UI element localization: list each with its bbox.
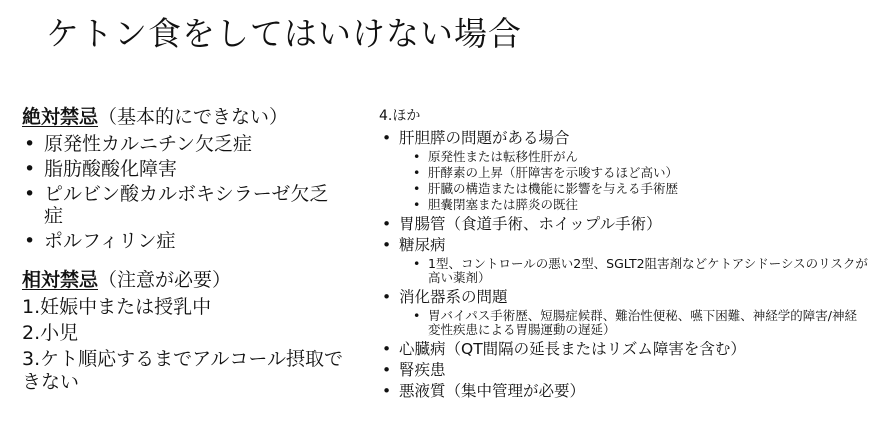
right-column	[379, 106, 879, 402]
section-hepatobiliary: • 肝胆膵の問題がある場合	[379, 128, 879, 148]
section-cachexia: • 悪液質（集中管理が必要）	[379, 381, 879, 401]
sub-item: • 原発性または転移性肝がん	[379, 150, 879, 164]
list-item: 3.ケト順応するまでアルコール摂取できない	[22, 348, 343, 393]
other-heading: 4.ほか	[379, 108, 421, 124]
sub-item: • 胃バイパス手術歴、短腸症候群、難治性便秘、嚥下困難、神経学的障害/神経変性疾患による胃腸運動の遅延）	[379, 309, 868, 337]
absolute-contraindication-note: （基本的にできない）	[98, 106, 289, 128]
list-item: • 原発性カルニチン欠乏症	[22, 133, 362, 155]
relative-contraindication-label: 相対禁忌	[22, 269, 99, 291]
absolute-contraindication-list	[22, 133, 362, 252]
sub-item: • 1型、コントロールの悪い2型、SGLT2阻害剤などケトアシドーシスのリスクが高い薬剤）	[379, 257, 868, 285]
list-item: 1.妊娠中または授乳中	[22, 296, 212, 318]
list-item: • ピルビン酸カルボキシラーゼ欠乏症	[22, 183, 344, 227]
list-item: • 脂肪酸酸化障害	[22, 158, 362, 180]
relative-contraindication-note: （注意が必要）	[98, 269, 232, 291]
section-gi-tract: • 胃腸管（食道手術、ホイップル手術）	[379, 214, 879, 234]
section-heart: • 心臓病（QT間隔の延長またはリズム障害を含む）	[379, 339, 879, 359]
section-digestive: • 消化器系の問題	[379, 287, 879, 307]
slide-title: ケトン食をしてはいけない場合	[46, 14, 522, 53]
absolute-contraindication-heading	[22, 104, 362, 130]
section-kidney: • 腎疾患	[379, 360, 879, 380]
sub-item: • 肝酵素の上昇（肝障害を示唆するほど高い）	[379, 166, 879, 180]
list-item: 2.小児	[22, 322, 79, 344]
list-item: • ポルフィリン症	[22, 230, 362, 252]
section-diabetes: • 糖尿病	[379, 235, 879, 255]
sub-item: • 肝臓の構造または機能に影響を与える手術歴	[379, 182, 879, 196]
absolute-contraindication-label: 絶対禁忌	[22, 106, 99, 128]
sub-item: • 胆嚢閉塞または膵炎の既往	[379, 198, 879, 212]
left-column	[22, 104, 362, 397]
relative-contraindication-heading	[22, 267, 362, 293]
